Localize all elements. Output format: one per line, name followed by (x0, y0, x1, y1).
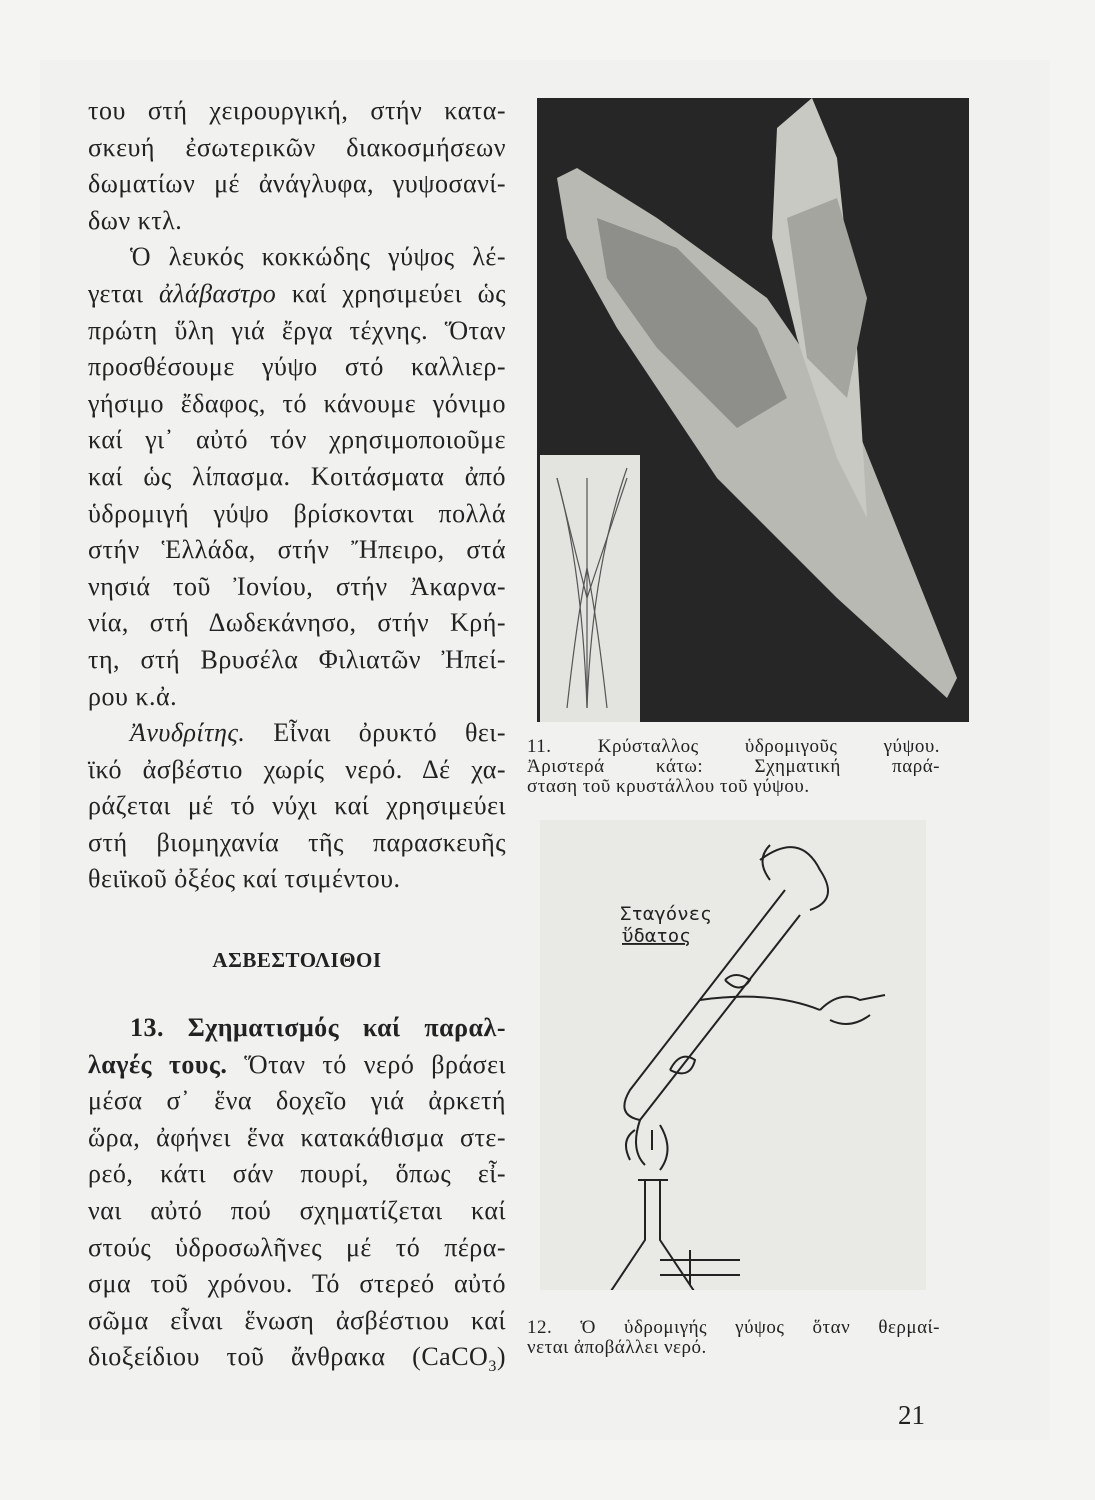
text-line (88, 1339, 506, 1376)
text-line: ράζεται μέ τό νύχι καί χρησιμεύει (88, 791, 506, 821)
text: Εἶναι ὀρυκτό θει- (273, 718, 506, 748)
gypsum-crystal-photo (537, 98, 969, 722)
text-line: δωματίων μέ ἀνάγλυφα, γυψοσανί- (88, 169, 506, 199)
text-line: δων κτλ. (88, 205, 183, 235)
text-line: ὑδρομιγή γύψο βρίσκονται πολλά (88, 498, 506, 528)
section-title: 13. Σχηματισμός καί παραλ- (130, 1013, 506, 1042)
caption-line: νεται ἀποβάλλει νερό. (527, 1337, 707, 1358)
caption-line: σταση τοῦ κρυστάλλου τοῦ γύψου. (527, 776, 810, 797)
caption-line: Ἀριστερά κάτω: Σχηματική παρά- (527, 756, 940, 777)
text-line (88, 1047, 506, 1084)
drops-label: Σταγόνες (620, 903, 712, 925)
caption-line: 11. Κρύσταλλος ὑδρομιγοῦς γύψου. (527, 736, 940, 757)
section-heading: ΑΣΒΕΣΤΟΛΙΘΟΙ (212, 948, 382, 972)
text-line: μέσα σ᾿ ἕνα δοχεῖο γιά ἀρκετή (88, 1086, 506, 1116)
text-line: στούς ὑδροσωλῆνες μέ τό πέρα- (88, 1232, 506, 1262)
text-line: ὥρα, ἀφήνει ἕνα κατακάθισμα στε- (88, 1122, 506, 1152)
text-line: σῶμα εἶναι ἕνωση ἀσβέστιου καί (88, 1305, 506, 1335)
caption-line: 12. Ὁ ὑδρομιγής γύψος ὅταν θερμαί- (527, 1317, 940, 1338)
text-line: σκευή ἐσωτερικῶν διακοσμήσεων (88, 132, 506, 162)
term-italic: Ἀνυδρίτης. (130, 718, 246, 748)
text-line: ρου κ.ἀ. (88, 681, 178, 711)
water-label: ὕδατος (622, 925, 691, 947)
text-line: τη, στή Βρυσέλα Φιλιατῶν Ἠπεί- (88, 644, 506, 674)
text-line: σμα τοῦ χρόνου. Τό στερεό αὐτό (88, 1269, 506, 1299)
text-line: ρεό, κάτι σάν πουρί, ὅπως εἶ- (88, 1159, 506, 1189)
text: Ὅταν τό νερό βράσει (244, 1049, 506, 1079)
text-line: νία, στή Δωδεκάνησο, στήν Κρή- (88, 608, 506, 638)
text-line: ναι αὐτό πού σχηματίζεται καί (88, 1195, 506, 1225)
text-line (88, 276, 506, 313)
text-line: γήσιμο ἔδαφος, τό κάνουμε γόνιμο (88, 388, 506, 418)
text-line: στήν Ἑλλάδα, στήν Ἤπειρο, στά (88, 535, 506, 565)
text-line: του στή χειρουργική, στήν κατα- (88, 96, 506, 125)
heating-gypsum-drawing (540, 820, 926, 1290)
text: γεται (88, 278, 144, 308)
text-line: πρώτη ὕλη γιά ἔργα τέχνης. Ὅταν (88, 315, 506, 345)
text-line: ϊκό ἀσβέστιο χωρίς νερό. Δέ χα- (88, 754, 506, 784)
text-line: προσθέσουμε γύψο στό καλλιερ- (88, 352, 506, 382)
figure-11-caption (527, 737, 940, 797)
section-13 (88, 1010, 506, 1376)
text-line: νησιά τοῦ Ἰονίου, στήν Ἀκαρνα- (88, 571, 506, 601)
text-line: καί ὡς λίπασμα. Κοιτάσματα ἀπό (88, 461, 506, 491)
text-line (88, 715, 506, 752)
text: ) (496, 1342, 506, 1372)
subscript: 3 (488, 1358, 497, 1376)
figure-12-caption (527, 1318, 940, 1358)
section-title-end: λαγές τους. (88, 1049, 228, 1079)
text: καί χρησιμεύει ὡς (291, 278, 507, 308)
text-line: στή βιομηχανία τῆς παρασκευῆς (88, 827, 506, 857)
text: διοξείδιου τοῦ ἄνθρακα (CaCO (88, 1342, 489, 1372)
paragraph-anhydrite (88, 715, 506, 898)
text-line: θειϊκοῦ ὀξέος καί τσιμέντου. (88, 864, 401, 894)
term-italic: ἀλάβαστρο (159, 278, 277, 308)
paragraph (88, 93, 506, 239)
page-number: 21 (898, 1400, 925, 1430)
text-line: καί γι᾿ αὐτό τόν χρησιμοποιοῦμε (88, 425, 506, 455)
body-text-column (88, 93, 506, 898)
text-line: Ὁ λευκός κοκκώδης γύψος λέ- (130, 242, 506, 272)
paragraph-alabaster (88, 239, 506, 715)
